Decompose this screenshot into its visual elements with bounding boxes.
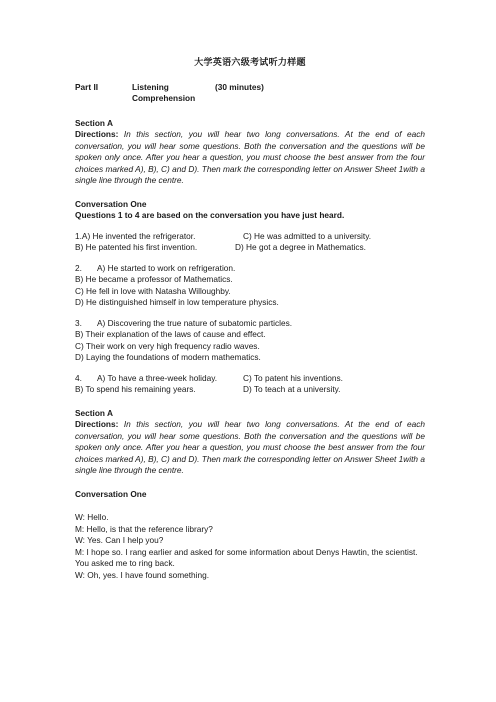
- section-a2-directions: [75, 419, 425, 477]
- section-a2-heading: Section A: [75, 407, 113, 418]
- document-page: [75, 58, 425, 581]
- q2-option-c: C) He fell in love with Natasha Willoughby.: [75, 285, 231, 296]
- dialogue-line: W: Oh, yes. I have found something.: [75, 569, 210, 580]
- q1-option-d: D) He got a degree in Mathematics.: [235, 242, 366, 252]
- q3-option-b: B) Their explanation of the laws of cause and effect.: [75, 329, 266, 339]
- directions-label: Directions:: [75, 419, 119, 429]
- part-name: Listening Comprehension: [132, 81, 196, 103]
- q4-option-b: B) To spend his remaining years.: [75, 384, 196, 394]
- q4-option-d: D) To teach at a university.: [243, 384, 341, 394]
- q3-option-c: C) Their work on very high frequency radio waves.: [75, 340, 260, 351]
- questions-intro: Questions 1 to 4 are based on the conversation you have just heard.: [75, 210, 345, 220]
- question-1: [75, 231, 425, 254]
- directions-label: Directions:: [75, 129, 119, 139]
- question-2: [75, 263, 425, 309]
- question-4: [75, 373, 425, 396]
- question-3: [75, 318, 425, 364]
- part-time: (30 minutes): [215, 81, 264, 92]
- dialogue-line: M: I hope so. I rang earlier and asked for some information about Denys Hawtin, the scientist. You asked me to ring back.: [75, 546, 418, 568]
- section-a-heading: Section A: [75, 117, 113, 128]
- q1-option-c: C) He was admitted to a university.: [243, 230, 372, 241]
- q3-option-d: D) Laying the foundations of modern mathematics.: [75, 352, 261, 362]
- q3-option-a: A) Discovering the true nature of subatomic particles.: [97, 317, 293, 328]
- dialogue-line: M: Hello, is that the reference library?: [75, 523, 213, 534]
- part-heading: [75, 82, 425, 105]
- dialogue: [75, 512, 425, 581]
- conversation-one-heading: Conversation One: [75, 198, 147, 209]
- q2-option-d: D) He distinguished himself in low temperature physics.: [75, 297, 279, 307]
- directions-text: In this section, you will hear two long conversations. At the end of each conversation, you will hear some questions. Both the conversation and the questions will be spoken only once. After you hear a question, you must choose the best answer from the four choices marked A), B), C) and D). Then mark the corresponding letter on Answer Sheet 1with a single line through the centre.: [75, 419, 425, 475]
- q4-option-c: C) To patent his inventions.: [243, 372, 343, 383]
- q2-option-b: B) He became a professor of Mathematics.: [75, 274, 233, 284]
- dialogue-line: W: Hello.: [75, 512, 109, 522]
- q4-option-a: A) To have a three-week holiday.: [97, 372, 218, 383]
- q4-number: 4.: [75, 372, 82, 383]
- q2-number: 2.: [75, 262, 82, 273]
- dialogue-line: W: Yes. Can I help you?: [75, 535, 164, 545]
- q1-option-b: B) He patented his first invention.: [75, 242, 198, 252]
- page-title: 大学英语六级考试听力样题: [194, 58, 306, 68]
- q3-number: 3.: [75, 317, 82, 328]
- conversation-two-heading: Conversation One: [75, 488, 147, 499]
- directions-text: In this section, you will hear two long conversations. At the end of each conversation, you will hear some questions. Both the conversation and the questions will be spoken only once. After you hear a question, you must choose the best answer from the four choices marked A), B), C) and D). Then mark the corresponding letter on Answer Sheet 1with a single line through the centre.: [75, 129, 425, 185]
- q2-option-a: A) He started to work on refrigeration.: [97, 262, 236, 273]
- section-a-directions: [75, 129, 425, 187]
- q1-option-a: 1.A) He invented the refrigerator.: [75, 230, 196, 241]
- part-label: Part II: [75, 81, 99, 92]
